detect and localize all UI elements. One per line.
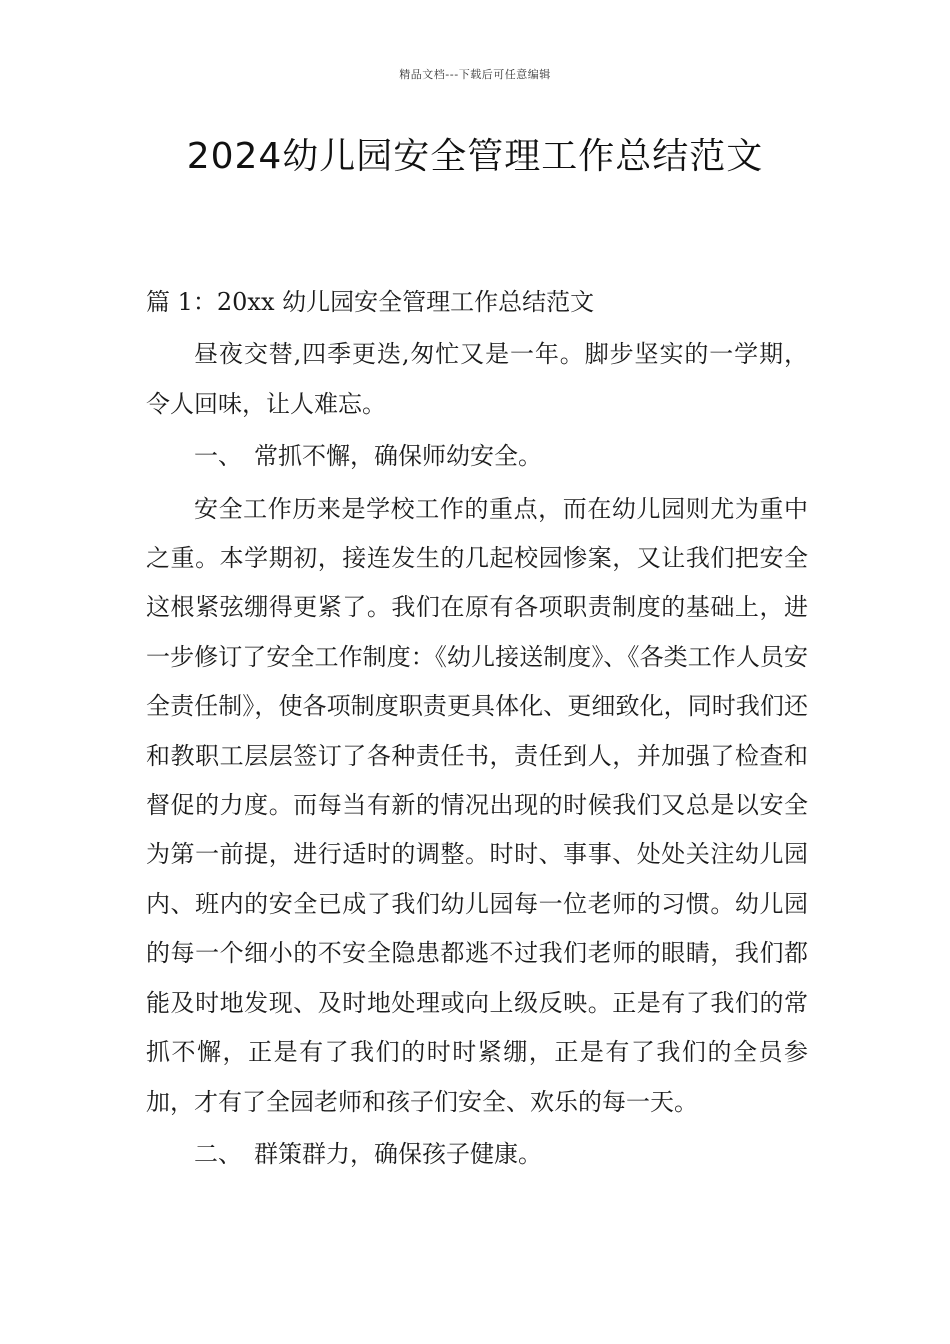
page-header: 精品文档---下载后可任意编辑	[399, 68, 551, 81]
section-heading-2: 二、 群策群力，确保孩子健康。	[194, 1139, 542, 1168]
intro-paragraph: 昼夜交替,四季更迭,匆忙又是一年。脚步坚实的一学期，令人回味，让人难忘。	[146, 340, 808, 418]
section-label: 篇 1：20xx 幼儿园安全管理工作总结范文	[146, 288, 595, 316]
document-body	[146, 278, 808, 1182]
body-paragraph-1: 安全工作历来是学校工作的重点，而在幼儿园则尤为重中之重。本学期初，接连发生的几起校园惨案，又让我们把安全这根紧弦绷得更紧了。我们在原有各项职责制度的基础上，进一步修订了安全工作制度：《幼儿接送制度》、《各类工作人员安全责任制》，使各项制度职责更具体化、更细致化，同时我们还和教职工层层签订了各种责任书，责任到人，并加强了检查和督促的力度。而每当有新的情况出现的时候我们又总是以安全为第一前提，进行适时的调整。时时、事事、处处关注幼儿园内、班内的安全已成了我们幼儿园每一位老师的习惯。幼儿园的每一个细小的不安全隐患都逃不过我们老师的眼睛，我们都能及时地发现、及时地处理或向上级反映。正是有了我们的常抓不懈，正是有了我们的时时紧绷，正是有了我们的全员参加，才有了全园老师和孩子们安全、欢乐的每一天。	[146, 494, 808, 1116]
section-heading-1: 一、 常抓不懈，确保师幼安全。	[194, 442, 542, 471]
document-title: 2024幼儿园安全管理工作总结范文	[186, 136, 764, 177]
